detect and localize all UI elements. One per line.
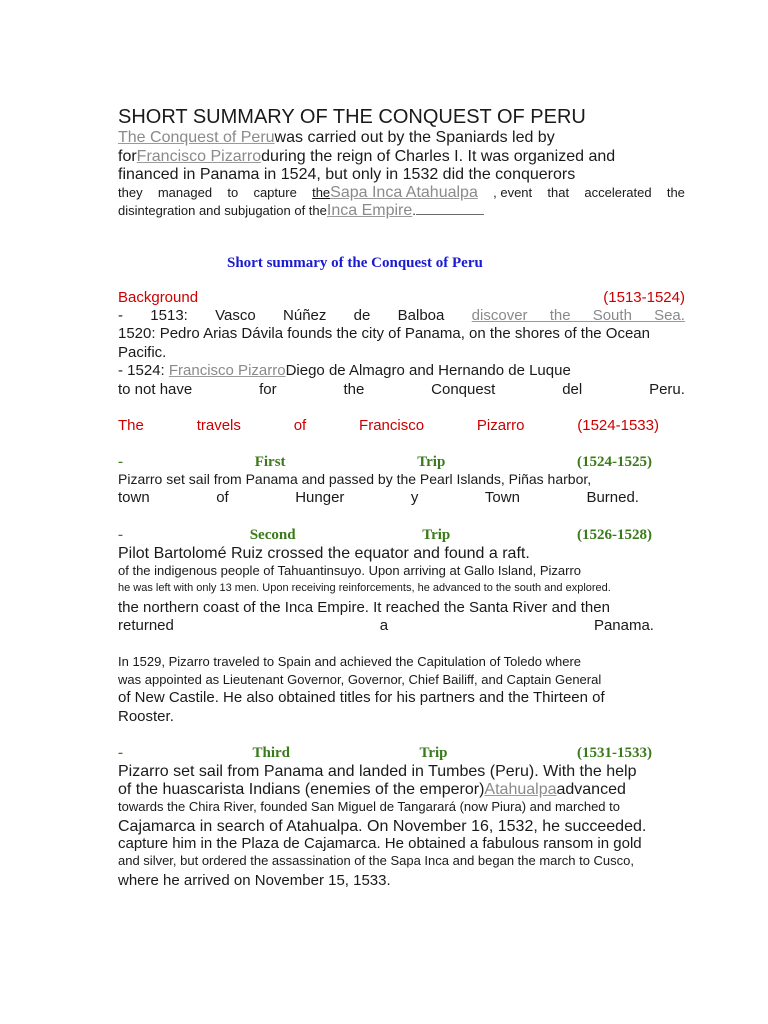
trip3-line-3: towards the Chira River, founded San Miguel de Tangarará (now Piura) and marched to (118, 799, 620, 814)
link-inca-empire[interactable]: Inca Empire (326, 202, 413, 219)
link-sapa-inca-atahualpa[interactable]: Sapa Inca Atahualpa (330, 184, 478, 201)
intro-line-4: they managed to capture theSapa Inca Atahualpa , event that accelerated the (118, 184, 685, 201)
trip2-line-4: the northern coast of the Inca Empire. It reached the Santa River and then (118, 599, 610, 616)
link-francisco-pizarro[interactable]: Francisco Pizarro (136, 148, 262, 165)
intro-line-3: financed in Panama in 1524, but only in 1532 did the conquerors (118, 166, 576, 183)
trip3-line-7: where he arrived on November 15, 1533. (118, 872, 391, 889)
background-line-5: to not have for the Conquest del Peru. (118, 381, 685, 398)
background-line-2: 1520: Pedro Arias Dávila founds the city of Panama, on the shores of the Ocean (118, 325, 650, 342)
section-subtitle: Short summary of the Conquest of Peru (227, 255, 483, 271)
background-line-4: - 1524: Francisco PizarroDiego de Almagro and Hernando de Luque (118, 362, 571, 379)
travels-heading: The travels of Francisco Pizarro (1524-1533) (118, 417, 659, 434)
page-title: SHORT SUMMARY OF THE CONQUEST OF PERU (118, 106, 586, 128)
link-discover-south-sea[interactable]: discover the South Sea. (471, 307, 685, 324)
background-heading: Background (1513-1524) (118, 289, 685, 306)
intro-line-2: forFrancisco Pizarroduring the reign of Charles I. It was organized and (118, 148, 616, 165)
trip3-line-4: Cajamarca in search of Atahualpa. On November 16, 1532, he succeeded. (118, 818, 647, 835)
trip3-heading: - Third Trip (1531-1533) (118, 745, 652, 761)
intro-line-5: disintegration and subjugation of theInca Empire. (118, 202, 685, 220)
link-atahualpa[interactable]: Atahualpa (484, 781, 557, 798)
capitulation-line-1: In 1529, Pizarro traveled to Spain and achieved the Capitulation of Toledo where (118, 654, 582, 669)
trip3-line-5: capture him in the Plaza de Cajamarca. He obtained a fabulous ransom in gold (118, 835, 642, 852)
capitulation-line-3: of New Castile. He also obtained titles for his partners and the Thirteen of (118, 689, 605, 706)
trip2-line-2: of the indigenous people of Tahuantinsuyo. Upon arriving at Gallo Island, Pizarro (118, 563, 581, 578)
intro-line-1: The Conquest of Peruwas carried out by the Spaniards led by (118, 129, 555, 146)
trip1-line-2: town of Hunger y Town Burned. (118, 489, 639, 506)
trip2-heading: - Second Trip (1526-1528) (118, 527, 652, 543)
trip2-line-5: returned a Panama. (118, 617, 654, 634)
link-conquest-of-peru[interactable]: The Conquest of Peru (118, 129, 275, 146)
background-line-1: - 1513: Vasco Núñez de Balboa discover the South Sea. (118, 307, 685, 324)
link-francisco-pizarro-2[interactable]: Francisco Pizarro (168, 362, 286, 379)
trip2-line-3: he was left with only 13 men. Upon receiving reinforcements, he advanced to the south and explored. (118, 582, 611, 594)
trip3-line-2: of the huascarista Indians (enemies of the emperor)Atahualpaadvanced (118, 781, 626, 798)
trip1-line-1: Pizarro set sail from Panama and passed by the Pearl Islands, Piñas harbor, (118, 471, 592, 487)
trip2-line-1: Pilot Bartolomé Ruiz crossed the equator and found a raft. (118, 545, 530, 562)
capitulation-line-4: Rooster. (118, 708, 174, 725)
trip3-line-1: Pizarro set sail from Panama and landed in Tumbes (Peru). With the help (118, 763, 637, 780)
background-line-3: Pacific. (118, 344, 167, 361)
underline-filler (416, 214, 484, 215)
capitulation-line-2: was appointed as Lieutenant Governor, Governor, Chief Bailiff, and Captain General (118, 672, 602, 687)
trip3-line-6: and silver, but ordered the assassination of the Sapa Inca and began the march to Cusco, (118, 853, 634, 868)
trip1-heading: - First Trip (1524-1525) (118, 454, 652, 470)
